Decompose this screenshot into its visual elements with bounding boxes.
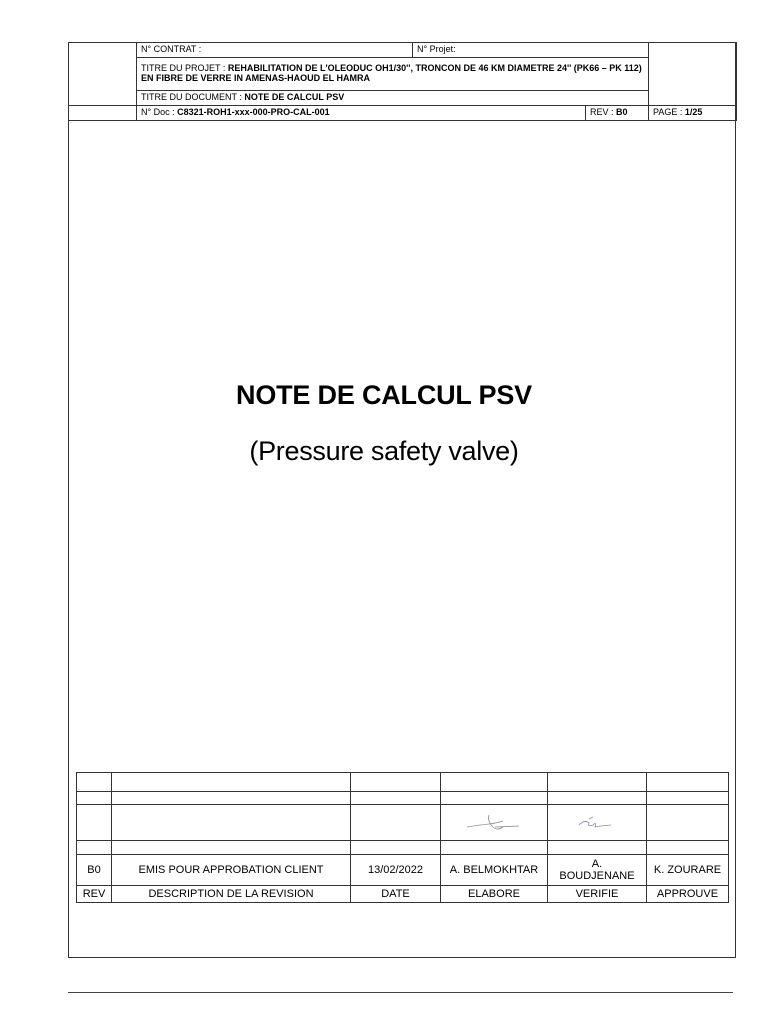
doc-number-cell: N° Doc : C8321-ROH1-xxx-000-PRO-CAL-001: [137, 106, 586, 121]
signature-row: [77, 805, 729, 841]
verifie-header: VERIFIE: [548, 886, 647, 903]
logo-bottom-cell: [69, 106, 137, 121]
titre-projet-cell: TITRE DU PROJET : REHABILITATION DE L'OLEODUC OH1/30'', TRONCON DE 46 KM DIAMETRE 24'' (PK66 – PK 112) EN FIBRE DE VERRE IN AMENAS-HAOUD EL HAMRA: [137, 58, 649, 91]
document-subtitle: (Pressure safety valve): [249, 436, 519, 466]
projet-num-cell: N° Projet:: [413, 43, 649, 58]
page-cell: PAGE : 1/25: [649, 106, 737, 121]
empty-row: [77, 773, 729, 792]
titre-document-cell: TITRE DU DOCUMENT : NOTE DE CALCUL PSV: [137, 91, 649, 106]
date-value: 13/02/2022: [351, 855, 441, 886]
document-title: NOTE DE CALCUL PSV: [236, 380, 532, 410]
elabore-header: ELABORE: [441, 886, 548, 903]
elabore-value: A. BELMOKHTAR: [441, 855, 548, 886]
contrat-cell: N° CONTRAT :: [137, 43, 413, 58]
header-row: [77, 886, 729, 903]
description-header: DESCRIPTION DE LA REVISION: [112, 886, 351, 903]
rev-cell: REV : B0: [586, 106, 649, 121]
rev-value: B0: [77, 855, 112, 886]
empty-row: [77, 792, 729, 805]
signature-icon: [459, 811, 529, 835]
empty-row: [77, 841, 729, 855]
verifie-signature-cell: [548, 805, 647, 841]
revision-row: [77, 855, 729, 886]
signature-icon: [567, 813, 627, 833]
footer-divider: [68, 992, 733, 993]
logo-right-cell: [649, 43, 737, 106]
date-header: DATE: [351, 886, 441, 903]
approuve-value: K. ZOURARE: [647, 855, 729, 886]
revision-table: [76, 772, 729, 903]
document-header-table: [68, 42, 737, 121]
approuve-header: APPROUVE: [647, 886, 729, 903]
rev-header: REV: [77, 886, 112, 903]
verifie-value: A. BOUDJENANE: [548, 855, 647, 886]
description-value: EMIS POUR APPROBATION CLIENT: [112, 855, 351, 886]
logo-cell: [69, 43, 137, 106]
elabore-signature-cell: [441, 805, 548, 841]
